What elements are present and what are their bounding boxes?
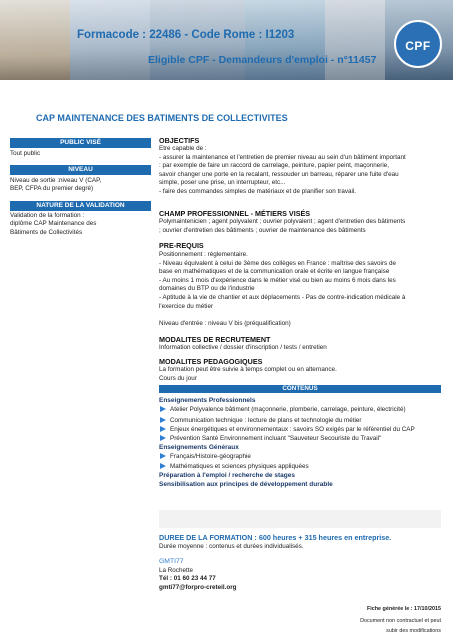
niveau-text xyxy=(10,177,151,194)
text-line: base en mathématiques et de la communication orale et écrite en langue française xyxy=(159,268,390,276)
formacode-line: Formacode : 22486 - Code Rome : I1203 xyxy=(77,29,295,41)
public-vise-text xyxy=(10,150,151,158)
list-item xyxy=(160,453,251,460)
prerequis-heading: PRE-REQUIS xyxy=(159,241,204,250)
banner-photo xyxy=(325,0,385,80)
prerequis-text xyxy=(159,251,441,311)
contact-tel: Tél : 01 60 23 44 77 xyxy=(159,575,216,583)
text-line: - Aptitude à la vie de chantier et aux déplacements - Pas de contre-indication médicale à xyxy=(159,293,406,301)
header-banner xyxy=(0,0,453,80)
text-line: Positionnement : réglementaire. xyxy=(159,251,248,258)
public-vise-heading: PUBLIC VISÉ xyxy=(10,138,151,148)
arrow-icon xyxy=(160,463,166,469)
text-line: simple, poser une prise, un interrupteur, etc... xyxy=(159,179,286,187)
sensibilisation: Sensibilisation aux principes de développement durable xyxy=(159,481,333,488)
text-line: Tout public xyxy=(10,150,41,157)
text-line: - assurer la maintenance et l'entretien de premier niveau au sein d'un bâtiment important xyxy=(159,153,406,161)
text-line: BEP, CFPA du premier degré) xyxy=(10,185,94,193)
text-line: Etre capable de : xyxy=(159,145,207,152)
validation-heading: NATURE DE LA VALIDATION xyxy=(10,201,151,211)
arrow-icon xyxy=(160,453,166,459)
list-item xyxy=(160,417,361,424)
divider-band xyxy=(159,510,441,528)
pedagogiques-text xyxy=(159,366,441,383)
recrutement-heading: MODALITES DE RECRUTEMENT xyxy=(159,335,271,344)
niveau-heading: NIVEAU xyxy=(10,165,151,175)
text-line: Niveau d'entrée : niveau V bis (préqualification) xyxy=(159,320,291,327)
text-line: Bâtiments de Collectivités xyxy=(10,228,83,236)
niveau-entree xyxy=(159,320,441,329)
contact-org: GMTI77 xyxy=(159,558,184,565)
item-text: Atelier Polyvalence bâtiment (maçonnerie, plomberie, carrelage, peinture, électricité) xyxy=(170,406,406,413)
ens-gen-heading: Enseignements Généraux xyxy=(159,444,239,451)
ens-pro-heading: Enseignements Professionnels xyxy=(159,397,256,404)
cpf-logo xyxy=(394,20,442,68)
item-text: Mathématiques et sciences physiques appliquées xyxy=(170,463,309,470)
arrow-icon xyxy=(160,426,166,432)
list-item xyxy=(160,435,381,442)
text-line: diplôme CAP Maintenance des xyxy=(10,220,97,228)
notice-line-1: Document non contractuel et peut xyxy=(360,618,441,624)
duree-heading: DUREE DE LA FORMATION : 600 heures + 315 heures en entreprise. xyxy=(159,533,392,542)
generated-date: Fiche générée le : 17/10/2015 xyxy=(366,606,441,612)
arrow-icon xyxy=(160,417,166,423)
list-item xyxy=(160,463,309,470)
validation-text xyxy=(10,212,151,237)
item-text: Communication technique : lecture de plans et technologie du métier xyxy=(170,417,362,424)
arrow-icon xyxy=(160,435,166,441)
notice-line-2: subir des modifications xyxy=(386,628,441,634)
text-line: Cours du jour xyxy=(159,374,197,382)
list-item xyxy=(160,426,415,433)
preparation-emploi: Préparation à l'emploi / recherche de stages xyxy=(159,472,295,479)
cpf-eligibility-line: Eligible CPF - Demandeurs d'emploi - n°11457 xyxy=(148,54,377,66)
item-text: Prévention Santé Environnement incluant "Sauveteur Secouriste du Travail" xyxy=(170,435,382,442)
text-line: Niveau de sortie :niveau V (CAP, xyxy=(10,177,102,184)
contenus-heading: CONTENUS xyxy=(159,385,441,393)
text-line: ; ouvrier d'entretien des bâtiments ; ouvrier de maintenance des bâtiments xyxy=(159,226,366,234)
contact-city: La Rochette xyxy=(159,566,193,574)
text-line: savoir changer une porte en la recalant, ressouder un barreau, réparer une fuite d'eau xyxy=(159,170,399,178)
contact-email[interactable]: gmti77@forpro-creteil.org xyxy=(159,583,237,591)
item-text: Français/Histoire-géographie xyxy=(170,453,251,460)
logo-text: CPF xyxy=(405,39,431,53)
objectifs-heading: OBJECTIFS xyxy=(159,136,200,145)
recrutement-text xyxy=(159,344,441,353)
text-line: Polymaintenicien ; agent polyvalent ; ouvrier polyvalent ; agent d'entretien des bâtiments xyxy=(159,218,406,225)
banner-photo xyxy=(0,0,70,80)
text-line: Information collective / dossier d'inscription / tests / entretien xyxy=(159,344,327,351)
pedagogiques-heading: MODALITES PEDAGOGIQUES xyxy=(159,357,263,366)
text-line: domaines du BTP ou de l'industrie xyxy=(159,285,255,293)
item-text: Enjeux énergétiques et environnementaux : savoirs SO exigés par le référentiel du CAP xyxy=(170,426,415,433)
champ-text xyxy=(159,218,441,235)
text-line: - Au moins 1 mois d'expérience dans le métier visé ou bien au moins 6 mois dans les xyxy=(159,276,396,284)
text-line: La formation peut être suivie à temps complet ou en alternance. xyxy=(159,366,337,373)
list-item xyxy=(160,406,406,413)
text-line: - Niveau équivalent à celui de 3ème des collèges en France : maîtrise des savoirs de xyxy=(159,259,396,267)
contact-block xyxy=(159,558,359,592)
text-line: Validation de la formation : xyxy=(10,212,85,219)
text-line: - faire des commandes simples de matériaux et de planifier son travail. xyxy=(159,187,357,195)
objectifs-text xyxy=(159,145,441,197)
champ-heading: CHAMP PROFESSIONNEL - MÉTIERS VISÉS xyxy=(159,209,311,218)
page-title: CAP MAINTENANCE DES BATIMENTS DE COLLECTIVITES xyxy=(36,113,288,123)
text-line: l'exercice du métier xyxy=(159,302,214,310)
text-line: : par exemple de faire un raccord de carrelage, peinture, papier peint, maçonnerie, xyxy=(159,162,389,170)
duree-sub: Durée moyenne : contenus et durées individualisés. xyxy=(159,543,304,550)
arrow-icon xyxy=(160,406,166,412)
